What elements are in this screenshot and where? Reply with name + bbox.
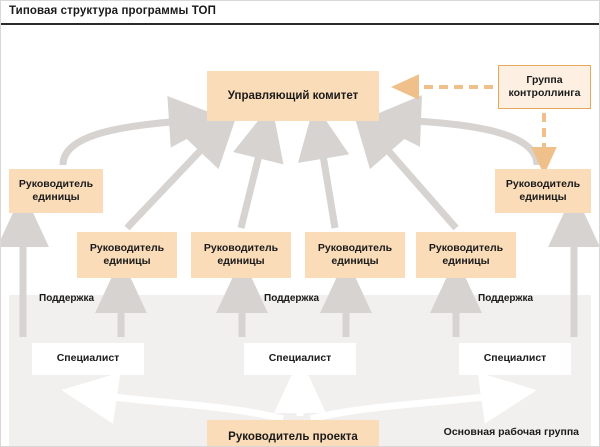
box-unit-head-left[interactable] [9, 169, 103, 213]
box-steering-committee[interactable]: Управляющий комитет [207, 71, 379, 121]
box-specialist-1[interactable]: Специалист [32, 343, 144, 375]
unit-head-left-line1: Руководитель [18, 177, 94, 190]
box-controlling-group[interactable] [498, 65, 591, 109]
unit-head-3-line1: Руководитель [317, 241, 393, 254]
unit-head-4-text [429, 242, 503, 268]
unit-head-1-text [90, 242, 164, 268]
unit-head-3-line2: единицы [331, 255, 379, 267]
support-label-2: Поддержка [264, 293, 320, 304]
diagram-canvas [1, 27, 599, 446]
unit-head-right-line1: Руководитель [505, 177, 581, 190]
box-project-manager[interactable]: Руководитель проекта [207, 420, 379, 447]
box-unit-head-2[interactable] [191, 232, 291, 278]
unit-head-right-line2: единицы [519, 191, 567, 203]
box-unit-head-right[interactable] [495, 169, 591, 213]
unit-head-4-line1: Руководитель [428, 241, 504, 254]
box-specialist-3[interactable]: Специалист [459, 343, 571, 375]
unit-head-left-line2: единицы [32, 191, 80, 203]
support-label-3: Поддержка [478, 293, 534, 304]
page-title: Типовая структура программы ТОП [9, 5, 216, 17]
unit-head-right-text [506, 178, 580, 204]
unit-head-2-line2: единицы [217, 255, 265, 267]
unit-head-1-line1: Руководитель [89, 241, 165, 254]
box-unit-head-4[interactable] [416, 232, 516, 278]
unit-head-1-line2: единицы [103, 255, 151, 267]
controlling-group-line2: контроллинга [508, 87, 581, 99]
box-specialist-2[interactable]: Специалист [244, 343, 356, 375]
title-bar [1, 1, 600, 25]
unit-head-left-text [19, 178, 93, 204]
controlling-group-line1: Группа [526, 73, 563, 86]
unit-head-4-line2: единицы [442, 255, 490, 267]
box-unit-head-1[interactable] [77, 232, 177, 278]
workgroup-label: Основная рабочая группа [443, 426, 579, 438]
box-unit-head-3[interactable] [305, 232, 405, 278]
support-label-1: Поддержка [39, 293, 95, 304]
unit-head-3-text [318, 242, 392, 268]
controlling-group-text [509, 74, 581, 100]
unit-head-2-line1: Руководитель [203, 241, 279, 254]
unit-head-2-text [204, 242, 278, 268]
